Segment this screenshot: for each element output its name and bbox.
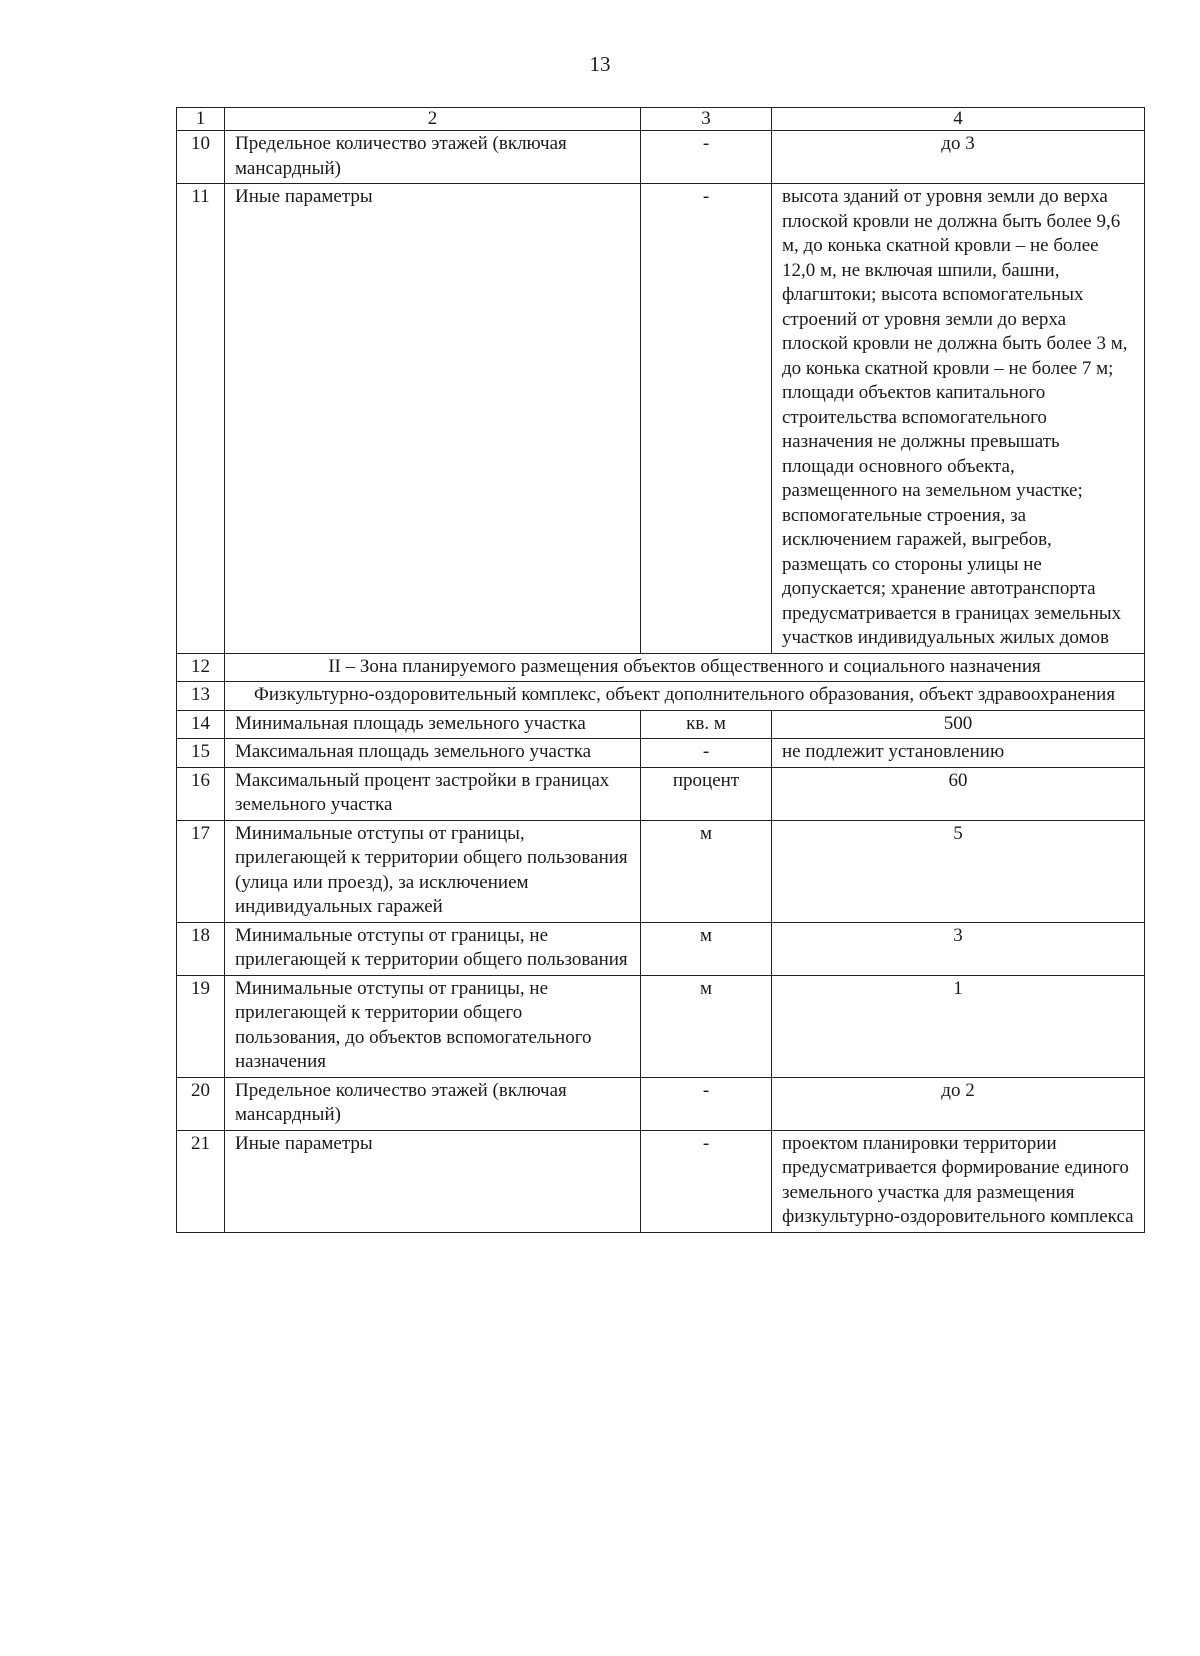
- parameter-value: 3: [772, 922, 1145, 975]
- parameter-name: Предельное количество этажей (включая мансардный): [225, 1077, 641, 1130]
- parameter-unit: процент: [641, 767, 772, 820]
- row-number: 19: [177, 975, 225, 1077]
- parameter-value: проектом планировки территории предусматривается формирование единого земельного участка для размещения физкультурно-оздоровительного комплекса: [772, 1130, 1145, 1232]
- header-col-2: 2: [225, 108, 641, 131]
- parameter-value: высота зданий от уровня земли до верха плоской кровли не должна быть более 9,6 м, до конька скатной кровли – не более 12,0 м, не включая шпили, башни, флагштоки; высота вспомогательных строений от уровня земли до верха плоской кровли не должна быть более 3 м, до конька скатной кровли – не более 7 м; площади объектов капитального строительства вспомогательного назначения не должны превышать площади основного объекта, размещенного на земельном участке; вспомогательные строения, за исключением гаражей, выгребов, размещать со стороны улицы не допускается; хранение автотранспорта предусматривается в границах земельных участков индивидуальных жилых домов: [772, 184, 1145, 654]
- header-col-1: 1: [177, 108, 225, 131]
- parameter-name: Минимальные отступы от границы, прилегающей к территории общего пользования (улица или проезд), за исключением индивидуальных гаражей: [225, 820, 641, 922]
- parameter-value: 5: [772, 820, 1145, 922]
- table-row: [177, 131, 1145, 184]
- row-number: 13: [177, 682, 225, 711]
- row-number: 17: [177, 820, 225, 922]
- section-heading: II – Зона планируемого размещения объектов общественного и социального назначения: [225, 653, 1145, 682]
- table-row: [177, 820, 1145, 922]
- parameter-value: до 2: [772, 1077, 1145, 1130]
- parameter-name: Минимальная площадь земельного участка: [225, 710, 641, 739]
- table-row: [177, 1077, 1145, 1130]
- parameter-value: 1: [772, 975, 1145, 1077]
- table-row: [177, 975, 1145, 1077]
- parameter-unit: м: [641, 975, 772, 1077]
- parameter-unit: кв. м: [641, 710, 772, 739]
- parameter-value: 500: [772, 710, 1145, 739]
- parameter-unit: м: [641, 922, 772, 975]
- row-number: 14: [177, 710, 225, 739]
- parameter-unit: -: [641, 131, 772, 184]
- table-row: [177, 1130, 1145, 1232]
- page-number: 13: [589, 52, 611, 76]
- parameter-unit: -: [641, 1130, 772, 1232]
- table-header-row: [177, 108, 1145, 131]
- parameter-name: Минимальные отступы от границы, не прилегающей к территории общего пользования: [225, 922, 641, 975]
- parameter-value: 60: [772, 767, 1145, 820]
- parameter-unit: -: [641, 1077, 772, 1130]
- row-number: 18: [177, 922, 225, 975]
- row-number: 15: [177, 739, 225, 768]
- table-row: [177, 653, 1145, 682]
- row-number: 16: [177, 767, 225, 820]
- parameter-value: не подлежит установлению: [772, 739, 1145, 768]
- row-number: 10: [177, 131, 225, 184]
- header-col-4: 4: [772, 108, 1145, 131]
- parameter-name: Предельное количество этажей (включая мансардный): [225, 131, 641, 184]
- row-number: 20: [177, 1077, 225, 1130]
- parameter-unit: -: [641, 739, 772, 768]
- parameter-unit: -: [641, 184, 772, 654]
- parameter-value: до 3: [772, 131, 1145, 184]
- parameters-table: [176, 107, 1145, 1233]
- row-number: 21: [177, 1130, 225, 1232]
- parameter-name: Иные параметры: [225, 184, 641, 654]
- row-number: 11: [177, 184, 225, 654]
- parameter-unit: м: [641, 820, 772, 922]
- table-row: [177, 739, 1145, 768]
- table-row: [177, 710, 1145, 739]
- table-row: [177, 184, 1145, 654]
- table-row: [177, 922, 1145, 975]
- parameter-name: Иные параметры: [225, 1130, 641, 1232]
- section-heading: Физкультурно-оздоровительный комплекс, объект дополнительного образования, объект здравоохранения: [225, 682, 1145, 711]
- parameter-name: Максимальный процент застройки в границах земельного участка: [225, 767, 641, 820]
- table-row: [177, 682, 1145, 711]
- parameter-name: Минимальные отступы от границы, не прилегающей к территории общего пользования, до объектов вспомогательного назначения: [225, 975, 641, 1077]
- parameter-name: Максимальная площадь земельного участка: [225, 739, 641, 768]
- row-number: 12: [177, 653, 225, 682]
- header-col-3: 3: [641, 108, 772, 131]
- table-row: [177, 767, 1145, 820]
